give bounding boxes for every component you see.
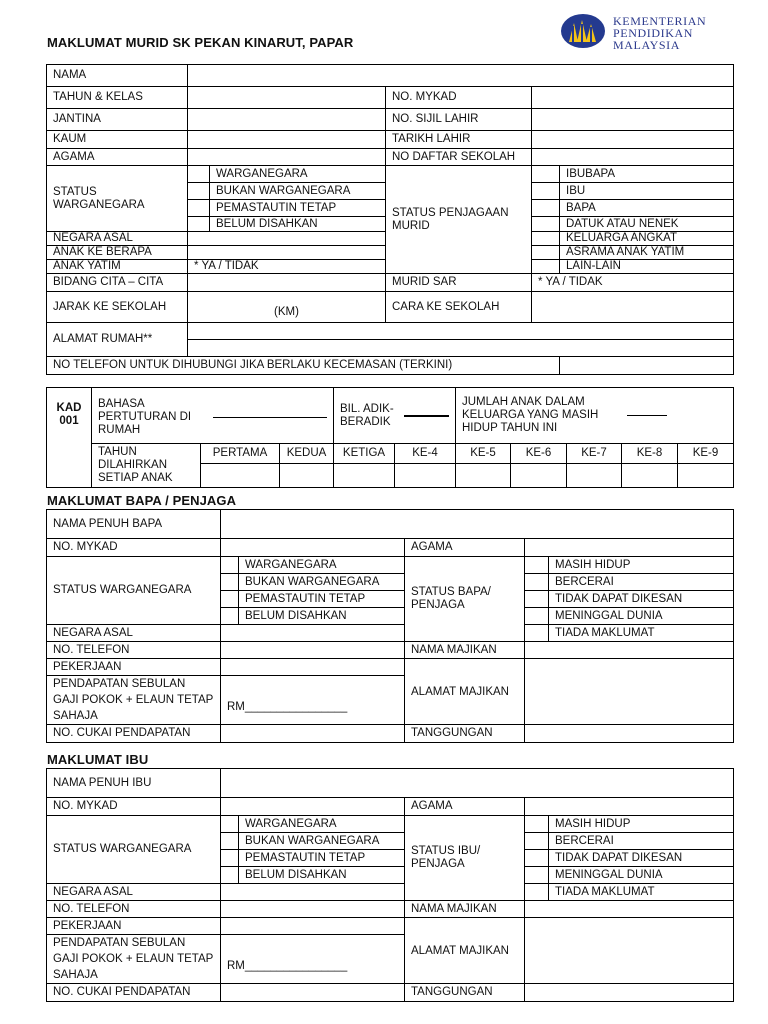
label-ibu-agama: AGAMA	[405, 798, 525, 816]
checkbox-ibubapa[interactable]	[532, 166, 560, 183]
checkbox-bukan-warganegara[interactable]	[188, 183, 210, 200]
label-bapa-no-cukai: NO. CUKAI PENDAPATAN	[47, 725, 221, 743]
checkbox-bapa[interactable]	[532, 200, 560, 217]
checkbox-ibu-belum-disahkan[interactable]	[221, 867, 239, 884]
checkbox-ibu[interactable]	[532, 183, 560, 200]
field-tahun-ke-5[interactable]	[456, 464, 510, 487]
field-bil-adik-beradik[interactable]	[404, 415, 449, 417]
field-ibu-nama-majikan[interactable]	[525, 901, 734, 918]
label-alamat-rumah: ALAMAT RUMAH**	[47, 323, 188, 357]
ministry-emblem-icon	[560, 12, 606, 50]
label-nama-penuh-ibu: NAMA PENUH IBU	[47, 769, 221, 798]
field-anak-yatim[interactable]: * YA / TIDAK	[188, 260, 386, 274]
header-ke-8: KE-8	[622, 444, 677, 464]
field-ibu-no-cukai[interactable]	[221, 984, 405, 1002]
checkbox-bapa-pemastautin-tetap[interactable]	[221, 591, 239, 608]
field-anak-ke-berapa[interactable]	[188, 246, 386, 260]
kpm-logo	[560, 12, 720, 52]
field-kaum[interactable]	[188, 131, 386, 149]
option-lain-lain: LAIN-LAIN	[560, 260, 734, 274]
option-ibu-warganegara: WARGANEGARA	[239, 816, 405, 833]
checkbox-datuk-nenek[interactable]	[532, 217, 560, 232]
checkbox-ibu-bercerai[interactable]	[525, 833, 549, 850]
field-ibu-no-telefon[interactable]	[221, 901, 405, 918]
field-alamat-rumah-1[interactable]	[188, 323, 734, 340]
field-jantina[interactable]	[188, 109, 386, 131]
checkbox-warganegara[interactable]	[188, 166, 210, 183]
label-bapa-pekerjaan: PEKERJAAN	[47, 659, 221, 676]
label-nama-penuh-bapa: NAMA PENUH BAPA	[47, 510, 221, 539]
field-jarak-km[interactable]: (KM)	[188, 292, 386, 323]
field-jumlah-anak[interactable]	[627, 415, 667, 416]
field-ibu-no-mykad[interactable]	[221, 798, 405, 816]
option-datuk-nenek: DATUK ATAU NENEK	[560, 217, 734, 232]
label-bapa-tanggungan: TANGGUNGAN	[405, 725, 525, 743]
kad-001-table	[46, 387, 734, 488]
label-ibu-pendapatan: PENDAPATAN SEBULAN GAJI POKOK + ELAUN TETAP SAHAJA	[47, 935, 221, 984]
checkbox-bapa-tidak-dapat-dikesan[interactable]	[525, 591, 549, 608]
student-info-table	[46, 64, 734, 375]
label-status-ibu-penjaga: STATUS IBU/ PENJAGA	[405, 816, 525, 901]
label-bapa-agama: AGAMA	[405, 539, 525, 557]
label-kaum: KAUM	[47, 131, 188, 149]
option-ibu: IBU	[560, 183, 734, 200]
field-ibu-pekerjaan[interactable]	[221, 918, 405, 935]
header-ketiga: KETIGA	[334, 444, 394, 464]
option-bukan-warganegara: BUKAN WARGANEGARA	[210, 183, 386, 200]
field-bapa-nama-majikan[interactable]	[525, 642, 734, 659]
field-bapa-alamat-majikan[interactable]	[525, 659, 734, 725]
label-anak-ke-berapa: ANAK KE BERAPA	[47, 246, 188, 260]
field-bapa-tanggungan[interactable]	[525, 725, 734, 743]
field-ibu-negara-asal[interactable]	[221, 884, 405, 901]
field-no-daftar-sekolah[interactable]	[532, 149, 734, 166]
field-tahun-kelas[interactable]	[188, 87, 386, 109]
field-bapa-pekerjaan[interactable]	[221, 659, 405, 676]
label-jantina: JANTINA	[47, 109, 188, 131]
checkbox-bapa-meninggal-dunia[interactable]	[525, 608, 549, 625]
checkbox-pemastautin-tetap[interactable]	[188, 200, 210, 217]
option-ibubapa: IBUBAPA	[560, 166, 734, 183]
field-cara-ke-sekolah[interactable]	[532, 292, 734, 323]
label-bapa-nama-majikan: NAMA MAJIKAN	[405, 642, 525, 659]
field-ibu-alamat-majikan[interactable]	[525, 918, 734, 984]
kad-label: KAD 001	[47, 388, 92, 488]
label-negara-asal: NEGARA ASAL	[47, 232, 188, 246]
option-ibu-tidak-dapat-dikesan: TIDAK DAPAT DIKESAN	[549, 850, 734, 867]
header-ke-9: KE-9	[678, 444, 733, 464]
checkbox-bapa-belum-disahkan[interactable]	[221, 608, 239, 625]
option-asrama-anak-yatim: ASRAMA ANAK YATIM	[560, 246, 734, 260]
field-tahun-kedua[interactable]	[279, 464, 333, 487]
option-bapa-bukan-warganegara: BUKAN WARGANEGARA	[239, 574, 405, 591]
section-title-bapa: MAKLUMAT BAPA / PENJAGA	[47, 493, 237, 508]
field-no-mykad[interactable]	[532, 87, 734, 109]
label-ibu-pekerjaan: PEKERJAAN	[47, 918, 221, 935]
field-murid-sar[interactable]: * YA / TIDAK	[532, 274, 734, 292]
label-bahasa-pertuturan: BAHASA PERTUTURAN DI RUMAH	[98, 398, 192, 436]
label-status-penjagaan: STATUS PENJAGAAN MURID	[386, 166, 532, 274]
checkbox-bapa-masih-hidup[interactable]	[525, 557, 549, 574]
option-ibu-bukan-warganegara: BUKAN WARGANEGARA	[239, 833, 405, 850]
field-tahun-ke-6[interactable]	[511, 464, 566, 487]
option-pemastautin-tetap: PEMASTAUTIN TETAP	[210, 200, 386, 217]
label-bil-adik-beradik: BIL. ADIK-BERADIK	[340, 402, 394, 428]
label-ibu-no-cukai: NO. CUKAI PENDAPATAN	[47, 984, 221, 1002]
field-alamat-rumah-2[interactable]	[188, 340, 734, 357]
option-bapa-masih-hidup: MASIH HIDUP	[549, 557, 734, 574]
field-bidang-cita[interactable]	[188, 274, 386, 292]
field-bapa-negara-asal[interactable]	[221, 625, 405, 642]
field-tahun-ketiga[interactable]	[334, 464, 394, 487]
field-tahun-ke-9[interactable]	[678, 464, 733, 487]
field-tahun-ke-4[interactable]	[395, 464, 455, 487]
field-tahun-ke-8[interactable]	[622, 464, 677, 487]
option-ibu-masih-hidup: MASIH HIDUP	[549, 816, 734, 833]
field-negara-asal[interactable]	[188, 232, 386, 246]
mother-info-table	[46, 768, 734, 1002]
section-title-ibu: MAKLUMAT IBU	[47, 752, 149, 767]
field-tarikh-lahir[interactable]	[532, 131, 734, 149]
field-nama-penuh-ibu[interactable]	[221, 769, 734, 798]
label-status-bapa-penjaga: STATUS BAPA/ PENJAGA	[405, 557, 525, 642]
label-bapa-pendapatan: PENDAPATAN SEBULAN GAJI POKOK + ELAUN TETAP SAHAJA	[47, 676, 221, 725]
header-ke-5: KE-5	[456, 444, 510, 464]
label-cara-ke-sekolah: CARA KE SEKOLAH	[386, 292, 532, 323]
checkbox-ibu-tiada-maklumat[interactable]	[525, 884, 549, 901]
field-ibu-agama[interactable]	[525, 798, 734, 816]
checkbox-ibu-tidak-dapat-dikesan[interactable]	[525, 850, 549, 867]
option-keluarga-angkat: KELUARGA ANGKAT	[560, 232, 734, 246]
option-ibu-belum-disahkan: BELUM DISAHKAN	[239, 867, 405, 884]
field-ibu-tanggungan[interactable]	[525, 984, 734, 1002]
label-agama: AGAMA	[47, 149, 188, 166]
label-no-sijil-lahir: NO. SIJIL LAHIR	[386, 109, 532, 131]
label-status-warganegara: STATUS WARGANEGARA	[47, 166, 188, 232]
field-tahun-pertama[interactable]	[201, 464, 279, 487]
checkbox-asrama-anak-yatim[interactable]	[532, 246, 560, 260]
header-ke-7: KE-7	[567, 444, 621, 464]
field-nama-penuh-bapa[interactable]	[221, 510, 734, 539]
checkbox-bapa-tiada-maklumat[interactable]	[525, 625, 549, 642]
option-bapa-bercerai: BERCERAI	[549, 574, 734, 591]
field-bapa-pendapatan[interactable]: RM________________	[221, 676, 405, 725]
label-ibu-status-warganegara: STATUS WARGANEGARA	[47, 816, 221, 884]
field-nama[interactable]	[188, 65, 734, 87]
checkbox-bapa-bukan-warganegara[interactable]	[221, 574, 239, 591]
option-bapa-belum-disahkan: BELUM DISAHKAN	[239, 608, 405, 625]
label-tahun-dilahirkan: TAHUN DILAHIRKAN SETIAP ANAK	[92, 444, 201, 488]
checkbox-belum-disahkan[interactable]	[188, 217, 210, 232]
field-no-telefon-kecemasan[interactable]	[560, 357, 734, 375]
checkbox-ibu-meninggal-dunia[interactable]	[525, 867, 549, 884]
option-bapa: BAPA	[560, 200, 734, 217]
header-pertama: PERTAMA	[212, 447, 268, 459]
checkbox-lain-lain[interactable]	[532, 260, 560, 274]
option-ibu-meninggal-dunia: MENINGGAL DUNIA	[549, 867, 734, 884]
header-ke-4: KE-4	[395, 444, 455, 464]
checkbox-ibu-bukan-warganegara[interactable]	[221, 833, 239, 850]
field-bapa-no-mykad[interactable]	[221, 539, 405, 557]
option-warganegara: WARGANEGARA	[210, 166, 386, 183]
option-ibu-tiada-maklumat: TIADA MAKLUMAT	[549, 884, 734, 901]
label-bapa-alamat-majikan: ALAMAT MAJIKAN	[405, 659, 525, 725]
field-tahun-ke-7[interactable]	[567, 464, 621, 487]
option-bapa-warganegara: WARGANEGARA	[239, 557, 405, 574]
option-belum-disahkan: BELUM DISAHKAN	[210, 217, 386, 232]
header-kedua: KEDUA	[279, 444, 333, 463]
page-title: MAKLUMAT MURID SK PEKAN KINARUT, PAPAR	[47, 35, 354, 50]
label-anak-yatim: ANAK YATIM	[47, 260, 188, 274]
label-bapa-no-telefon: NO. TELEFON	[47, 642, 221, 659]
label-no-telefon-kecemasan: NO TELEFON UNTUK DIHUBUNGI JIKA BERLAKU KECEMASAN (TERKINI)	[47, 357, 560, 375]
label-bidang-cita: BIDANG CITA – CITA	[47, 274, 188, 292]
label-no-daftar-sekolah: NO DAFTAR SEKOLAH	[386, 149, 532, 166]
checkbox-keluarga-angkat[interactable]	[532, 232, 560, 246]
label-jarak-ke-sekolah: JARAK KE SEKOLAH	[47, 292, 188, 323]
checkbox-ibu-pemastautin-tetap[interactable]	[221, 850, 239, 867]
option-bapa-pemastautin-tetap: PEMASTAUTIN TETAP	[239, 591, 405, 608]
label-ibu-no-mykad: NO. MYKAD	[47, 798, 221, 816]
field-agama[interactable]	[188, 149, 386, 166]
father-info-table	[46, 509, 734, 743]
label-bapa-status-warganegara: STATUS WARGANEGARA	[47, 557, 221, 625]
option-bapa-tiada-maklumat: TIADA MAKLUMAT	[549, 625, 734, 642]
label-bapa-negara-asal: NEGARA ASAL	[47, 625, 221, 642]
header-ke-6: KE-6	[511, 444, 566, 464]
label-ibu-tanggungan: TANGGUNGAN	[405, 984, 525, 1002]
option-bapa-meninggal-dunia: MENINGGAL DUNIA	[549, 608, 734, 625]
label-ibu-negara-asal: NEGARA ASAL	[47, 884, 221, 901]
checkbox-ibu-masih-hidup[interactable]	[525, 816, 549, 833]
label-ibu-nama-majikan: NAMA MAJIKAN	[405, 901, 525, 918]
field-bapa-agama[interactable]	[525, 539, 734, 557]
label-murid-sar: MURID SAR	[386, 274, 532, 292]
field-bapa-no-telefon[interactable]	[221, 642, 405, 659]
label-jumlah-anak: JUMLAH ANAK DALAM KELUARGA YANG MASIH HIDUP TAHUN INI	[462, 396, 599, 434]
checkbox-bapa-warganegara[interactable]	[221, 557, 239, 574]
field-no-sijil-lahir[interactable]	[532, 109, 734, 131]
field-ibu-pendapatan[interactable]: RM________________	[221, 935, 405, 984]
option-bapa-tidak-dapat-dikesan: TIDAK DAPAT DIKESAN	[549, 591, 734, 608]
ministry-name: KEMENTERIAN PENDIDIKAN MALAYSIA	[613, 14, 707, 52]
label-ibu-no-telefon: NO. TELEFON	[47, 901, 221, 918]
checkbox-ibu-warganegara[interactable]	[221, 816, 239, 833]
checkbox-bapa-bercerai[interactable]	[525, 574, 549, 591]
option-ibu-bercerai: BERCERAI	[549, 833, 734, 850]
label-nama: NAMA	[47, 65, 188, 87]
label-bapa-no-mykad: NO. MYKAD	[47, 539, 221, 557]
label-no-mykad: NO. MYKAD	[386, 87, 532, 109]
label-ibu-alamat-majikan: ALAMAT MAJIKAN	[405, 918, 525, 984]
label-tarikh-lahir: TARIKH LAHIR	[386, 131, 532, 149]
option-ibu-pemastautin-tetap: PEMASTAUTIN TETAP	[239, 850, 405, 867]
field-bahasa-pertuturan[interactable]	[213, 417, 327, 418]
label-tahun-kelas: TAHUN & KELAS	[47, 87, 188, 109]
field-bapa-no-cukai[interactable]	[221, 725, 405, 743]
